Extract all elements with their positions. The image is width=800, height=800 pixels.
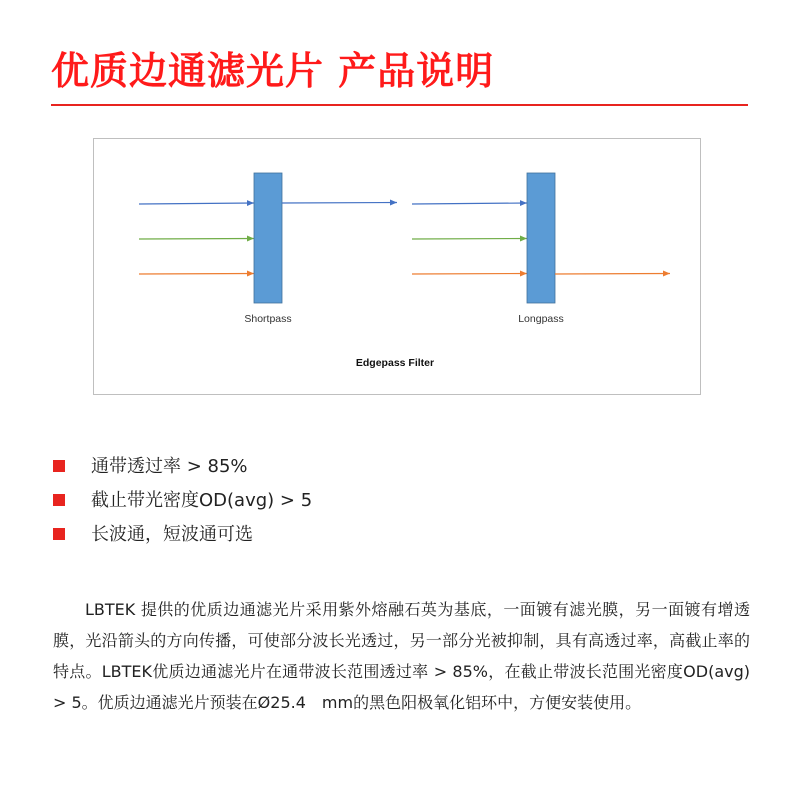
longpass-green-input-arrow <box>412 239 527 240</box>
red-square-bullet-icon <box>53 460 65 472</box>
shortpass-green-input-arrow <box>139 239 254 240</box>
feature-text: 截止带光密度OD(avg) > 5 <box>91 490 313 511</box>
diagram-caption: Edgepass Filter <box>355 357 435 369</box>
feature-text: 长波通，短波通可选 <box>91 524 253 545</box>
longpass-orange-output-arrow <box>555 274 670 275</box>
red-square-bullet-icon <box>53 494 65 506</box>
page-title: 优质边通滤光片 产品说明 <box>51 49 495 93</box>
longpass-filter <box>527 173 555 303</box>
longpass-label: Longpass <box>518 313 564 325</box>
red-square-bullet-icon <box>53 528 65 540</box>
feature-text: 通带透过率 > 85% <box>91 456 248 477</box>
longpass-blue-input-arrow <box>412 203 527 204</box>
diagram-canvas <box>94 139 700 394</box>
edgepass-diagram <box>93 138 701 395</box>
title-divider <box>51 104 748 106</box>
shortpass-filter <box>254 173 282 303</box>
longpass-orange-input-arrow <box>412 274 527 275</box>
shortpass-blue-output-arrow <box>282 203 397 204</box>
product-description: LBTEK 提供的优质边通滤光片采用紫外熔融石英为基底，一面镀有滤光膜，另一面镀有增透膜，光沿箭头的方向传播，可使部分波长光透过，另一部分光被抑制，具有高透过率，高截止率的特点。LBTEK优质边通滤光片在通带波长范围透过率 > 85%，在截止带波长范围光密度OD(avg) > 5。优质边通滤光片预装在Ø25.4 mm的黑色阳极氧化铝环中，方便安装使用。 <box>53 600 750 712</box>
shortpass-blue-input-arrow <box>139 203 254 204</box>
shortpass-label: Shortpass <box>244 313 292 325</box>
shortpass-orange-input-arrow <box>139 274 254 275</box>
